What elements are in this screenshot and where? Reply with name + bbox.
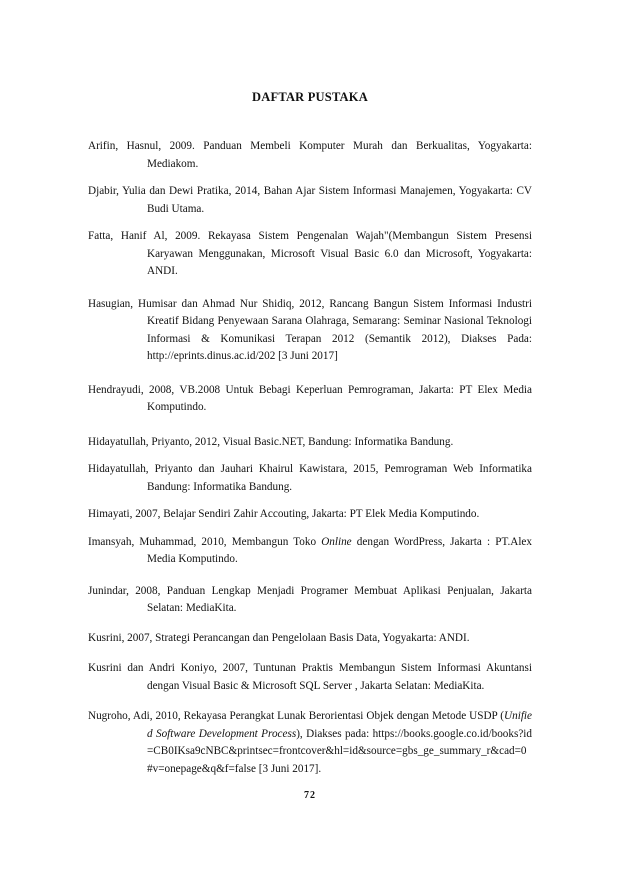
reference-entry: Himayati, 2007, Belajar Sendiri Zahir Accouting, Jakarta: PT Elek Media Komputindo. xyxy=(88,508,480,520)
reference-entry: Djabir, Yulia dan Dewi Pratika, 2014, Bahan Ajar Sistem Informasi Manajemen, Yogyakarta: CV Budi Utama. xyxy=(88,185,532,215)
reference-entry xyxy=(88,708,532,778)
reference-entry: Hidayatullah, Priyanto, 2012, Visual Basic.NET, Bandung: Informatika Bandung. xyxy=(88,435,454,448)
reference-entry: Kusrini, 2007, Strategi Perancangan dan Pengelolaan Basis Data, Yogyakarta: ANDI. xyxy=(88,631,470,644)
reference-entry: Arifin, Hasnul, 2009. Panduan Membeli Komputer Murah dan Berkualitas, Yogyakarta: Mediakom. xyxy=(88,140,532,170)
reference-entry: Junindar, 2008, Panduan Lengkap Menjadi Programer Membuat Aplikasi Penjualan, Jakarta Selatan: MediaKita. xyxy=(88,584,532,614)
reference-text: ), Diakses pada: https://books.google.co.id/books?id=CB0IKsa9cNBC&printsec=frontcover&hl=id&source=gbs_ge_summary_r&cad=0#v=onepage&q&f=false [3 Juni 2017]. xyxy=(147,727,532,775)
page-number: 72 xyxy=(304,790,316,801)
reference-entry: Fatta, Hanif Al, 2009. Rekayasa Sistem Pengenalan Wajah"(Membangun Sistem Presensi Karyawan Menggunakan, Microsoft Visual Basic 6.0 dan Microsoft, Yogyakarta: ANDI. xyxy=(88,230,532,277)
reference-entry: Kusrini dan Andri Koniyo, 2007, Tuntunan Praktis Membangun Sistem Informasi Akuntansi dengan Visual Basic & Microsoft SQL Server , Jakarta Selatan: MediaKita. xyxy=(88,662,532,692)
reference-text: Imansyah, Muhammad, 2010, Membangun Toko xyxy=(88,535,322,548)
reference-italic-text: Unified Software Development Process xyxy=(147,710,532,740)
reference-text: dengan WordPress, Jakarta : PT.Alex Media Komputindo. xyxy=(147,535,532,565)
reference-entry xyxy=(88,534,532,569)
reference-entry: Hidayatullah, Priyanto dan Jauhari Khairul Kawistara, 2015, Pemrograman Web Informatika Bandung: Informatika Bandung. xyxy=(88,463,532,493)
reference-entry: Hendrayudi, 2008, VB.2008 Untuk Bebagi Keperluan Pemrograman, Jakarta: PT Elex Media Komputindo. xyxy=(88,383,532,413)
reference-italic-text: Online xyxy=(321,535,352,548)
reference-text: Nugroho, Adi, 2010, Rekayasa Perangkat Lunak Berorientasi Objek dengan Metode USDP ( xyxy=(88,710,505,722)
reference-list xyxy=(88,138,532,778)
page-title: DAFTAR PUSTAKA xyxy=(252,90,368,104)
reference-entry: Hasugian, Humisar dan Ahmad Nur Shidiq, 2012, Rancang Bangun Sistem Informasi Industri Kreatif Bidang Penyewaan Sarana Olahraga, Semarang: Seminar Nasional Teknologi Informasi & Komunikasi Terapan 2012 (Semantik 2012), Diakses Pada: http://eprints.dinus.ac.id/202 [3 Juni 2017] xyxy=(88,297,532,362)
